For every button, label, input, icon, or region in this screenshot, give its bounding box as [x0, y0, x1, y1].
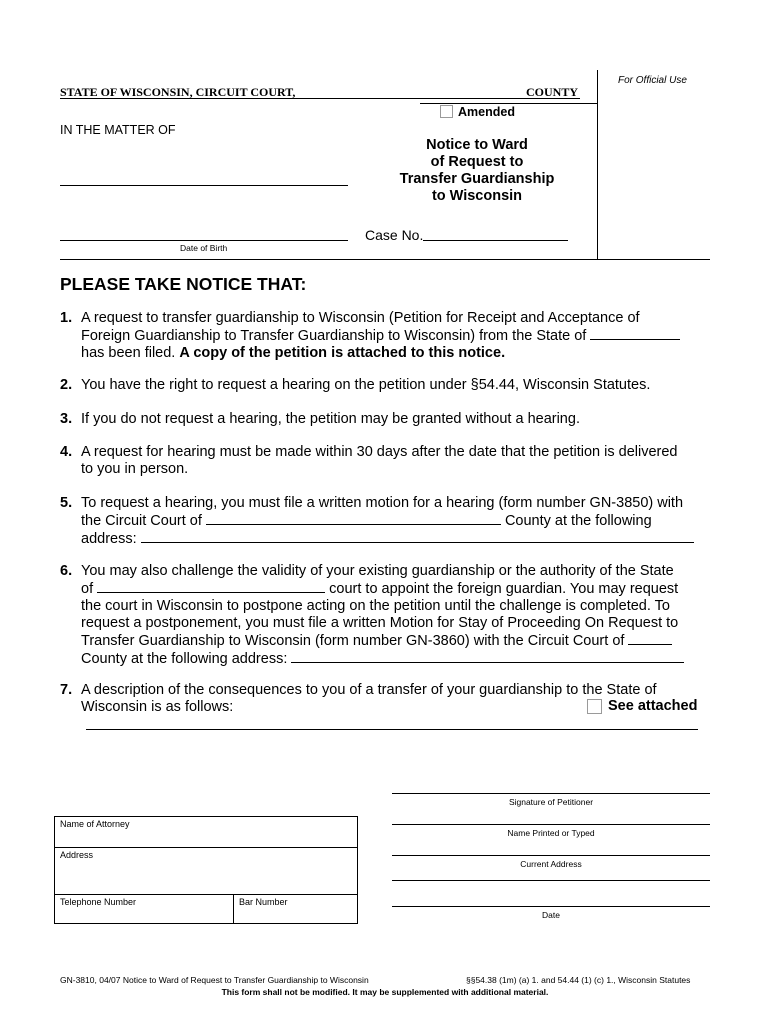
address-line-2[interactable] [392, 880, 710, 881]
notice-item-6 [60, 563, 710, 668]
item-4-line-1: A request for hearing must be made within 30 days after the date that the petition is delivered [81, 444, 678, 460]
item-3-text: If you do not request a hearing, the petition may be granted without a hearing. [81, 411, 580, 427]
notice-item-4 [60, 444, 710, 478]
item-6-line-3: court to appoint the foreign guardian. You may request [329, 581, 679, 597]
title-line-4: to Wisconsin [431, 188, 523, 204]
attorney-bar-label: Bar Number [239, 897, 288, 907]
official-use-divider [597, 70, 598, 260]
notice-item-1: 1. A request to transfer guardianship to Wisconsin (Petition for Receipt and Acceptance of Foreign Guardianship to Transfer Guardianship to Wisconsin) from the State of has been filed. A copy of the petition is attached to this notice. [60, 310, 710, 362]
item-6-line-2: of [81, 581, 94, 597]
dob-label: Date of Birth [180, 243, 228, 253]
court-label: STATE OF WISCONSIN, CIRCUIT COURT, [60, 85, 296, 99]
item-1-number: 1 [60, 310, 69, 326]
date-label: Date [542, 910, 560, 920]
court-county-line[interactable] [60, 98, 580, 99]
item-6-line-5: request a postponement, you must file a written Motion for Stay of Proceeding On Request to [81, 615, 679, 631]
attorney-name-label: Name of Attorney [60, 819, 130, 829]
current-address-line[interactable] [392, 855, 710, 856]
item-6-line-1: You may also challenge the validity of your existing guardianship or the authority of the State [81, 563, 674, 579]
item-1-line-3: has been filed. [81, 345, 176, 361]
hearing-address-field[interactable] [141, 530, 694, 543]
amended-rule [420, 103, 598, 104]
form-title [377, 137, 577, 205]
item-7-line-2: Wisconsin is as follows: [81, 699, 234, 715]
attorney-phone-label: Telephone Number [60, 897, 137, 907]
item-4-line-2: to you in person. [81, 461, 189, 477]
item-7-number: 7. [60, 682, 73, 698]
item-5-number: 5. [60, 495, 73, 511]
official-use-label: For Official Use [618, 75, 687, 86]
item-2-number: 2 [60, 377, 69, 393]
foreign-state-field[interactable] [590, 327, 680, 340]
notice-item-3 [60, 411, 710, 428]
signature-label: Signature of Petitioner [508, 797, 594, 807]
item-3-number: 3. [60, 411, 73, 427]
printed-name-label: Name Printed or Typed [507, 828, 595, 838]
item-1-bold-note: A copy of the petition is attached to this notice. [179, 345, 506, 361]
amended-checkbox[interactable] [440, 105, 453, 118]
item-2-text: You have the right to request a hearing on the petition under §54.44, Wisconsin Statutes. [81, 377, 651, 393]
item-1-line-2: Foreign Guardianship to Transfer Guardianship to Wisconsin) from the State of [81, 328, 587, 344]
item-5-line-1: To request a hearing, you must file a written motion for a hearing (form number GN-3850) with [81, 495, 684, 511]
stay-address-field[interactable] [291, 650, 684, 663]
hearing-county-field[interactable] [206, 512, 501, 525]
item-7-line-1: A description of the consequences to you of a transfer of your guardianship to the State of [81, 682, 657, 698]
current-address-label: Current Address [520, 859, 582, 869]
printed-name-line[interactable] [392, 824, 710, 825]
item-5-line-3: County at the following [504, 513, 652, 529]
item-6-line-6: Transfer Guardianship to Wisconsin (form number GN-3860) with the Circuit Court of [81, 633, 625, 649]
attorney-box [54, 816, 358, 924]
dob-line[interactable] [60, 240, 348, 241]
ward-name-line[interactable] [60, 185, 348, 186]
signature-line[interactable] [392, 793, 710, 794]
notice-item-5 [60, 495, 710, 548]
notice-heading: PLEASE TAKE NOTICE THAT: [60, 274, 307, 294]
matter-label: IN THE MATTER OF [60, 123, 176, 137]
title-line-2: of Request to [430, 154, 524, 170]
item-5-line-2: the Circuit Court of [81, 513, 202, 529]
item-5-line-4: address: [81, 531, 137, 547]
title-line-1: Notice to Ward [426, 137, 528, 153]
header-bottom-rule [60, 259, 710, 260]
footer-statutes: §§54.38 (1m) (a) 1. and 54.44 (1) (c) 1., Wisconsin Statutes [466, 975, 691, 985]
see-attached-label: See attached [608, 698, 698, 714]
see-attached-checkbox[interactable] [587, 699, 602, 714]
attorney-address-label: Address [60, 850, 94, 860]
notice-item-2: 2. You have the right to request a hearing on the petition under §54.44, Wisconsin Statutes. [60, 377, 710, 394]
item-6-line-4: the court in Wisconsin to postpone acting on the petition until the challenge is completed. To [81, 598, 670, 614]
challenge-state-field[interactable] [97, 580, 325, 593]
footer-form-id: GN-3810, 04/07 Notice to Ward of Request to Transfer Guardianship to Wisconsin [60, 975, 369, 985]
item-1-line-1: A request to transfer guardianship to Wisconsin (Petition for Receipt and Acceptance of [81, 310, 640, 326]
county-label: COUNTY [526, 85, 579, 99]
title-line-3: Transfer Guardianship [399, 171, 555, 187]
case-no-field[interactable] [423, 240, 568, 241]
stay-court-field[interactable] [628, 632, 672, 645]
consequences-line[interactable] [86, 729, 698, 730]
date-line[interactable] [392, 906, 710, 907]
case-no-label: Case No. [365, 227, 424, 243]
item-6-number: 6. [60, 563, 73, 579]
item-4-number: 4. [60, 444, 73, 460]
footer-note: This form shall not be modified. It may be supplemented with additional material. [221, 987, 549, 997]
item-6-line-7: County at the following address: [81, 651, 288, 667]
amended-label: Amended [458, 105, 515, 119]
